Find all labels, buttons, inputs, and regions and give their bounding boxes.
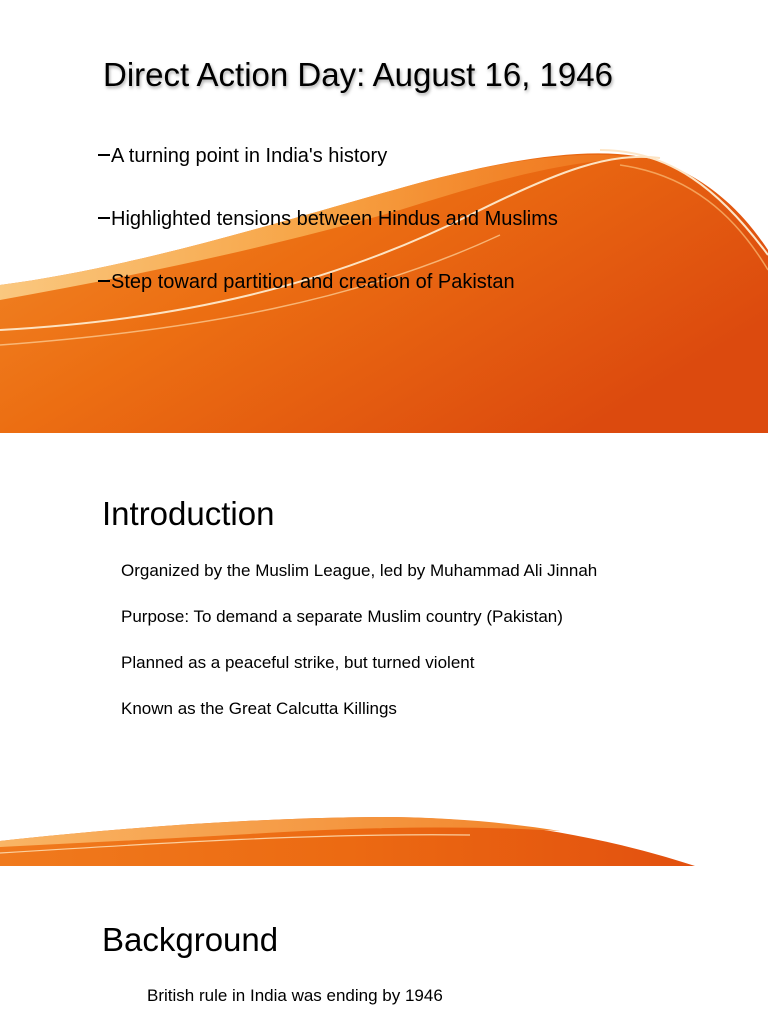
slide-3: [0, 866, 768, 1024]
slide-title: Introduction: [102, 495, 275, 532]
bullet-text: Step toward partition and creation of Pakistan: [111, 271, 515, 293]
list-item: Organized by the Muslim League, led by Muhammad Ali Jinnah: [121, 561, 598, 580]
bullet-list: [121, 559, 621, 743]
dash-bullet-icon: [98, 280, 110, 282]
bullet-text: A turning point in India's history: [111, 145, 388, 167]
dash-bullet-icon: [98, 154, 110, 156]
list-item: [98, 208, 558, 271]
bullet-list: [98, 145, 558, 334]
slide-title: Background: [102, 921, 279, 958]
slide-1: [0, 0, 768, 433]
bullet-list: [147, 984, 443, 1007]
list-item: [98, 271, 558, 334]
dash-bullet-icon: [98, 217, 110, 219]
slide-title: Direct Action Day: August 16, 1946: [103, 56, 613, 93]
list-item: Planned as a peaceful strike, but turned violent: [121, 653, 475, 672]
bullet-text: Highlighted tensions between Hindus and Muslims: [111, 208, 558, 230]
list-item: British rule in India was ending by 1946: [147, 986, 443, 1005]
list-item: [98, 145, 558, 208]
list-item: Purpose: To demand a separate Muslim country (Pakistan): [121, 607, 563, 626]
list-item: Known as the Great Calcutta Killings: [121, 699, 397, 718]
slide-2: [0, 433, 768, 866]
